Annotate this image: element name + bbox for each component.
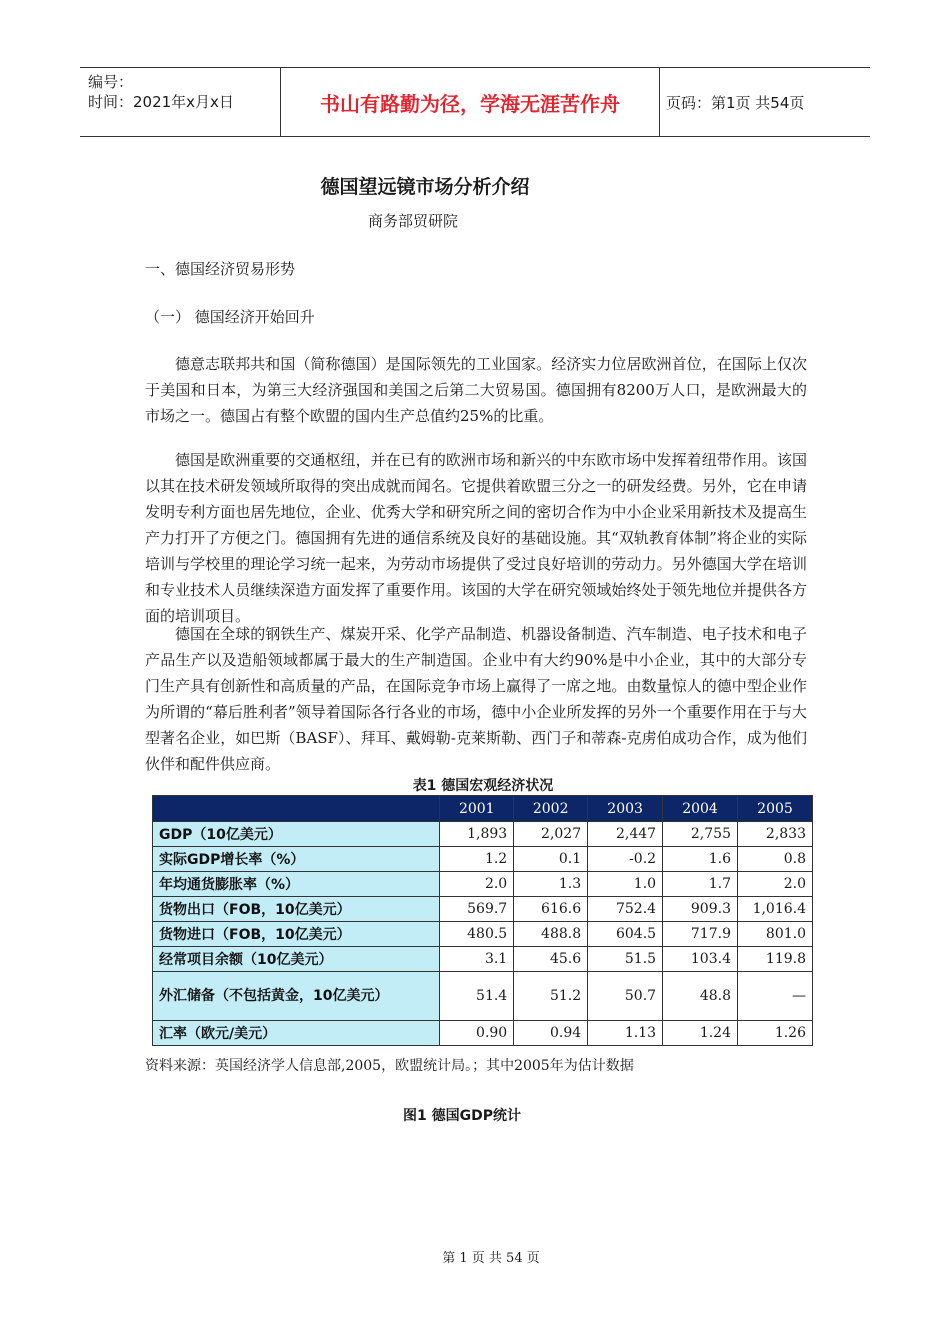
table-cell: 119.8: [737, 947, 812, 972]
table-cell: 0.90: [440, 1021, 514, 1046]
table-header-year: 2003: [588, 796, 663, 822]
page-footer: 第 1 页 共 54 页: [442, 1251, 540, 1266]
header-page-info: 页码：第1页 共54页: [666, 93, 805, 112]
table-cell: 1,016.4: [737, 897, 812, 922]
row-label: 汇率（欧元/美元）: [153, 1021, 440, 1046]
table-cell: 2.0: [440, 872, 514, 897]
table-cell: 0.8: [737, 847, 812, 872]
table-cell: 2,447: [588, 822, 663, 847]
table-source-note: 资料来源：英国经济学人信息部,2005，欧盟统计局。；其中2005年为估计数据: [145, 1058, 634, 1074]
table-cell: 1.26: [737, 1021, 812, 1046]
table-cell: 909.3: [663, 897, 738, 922]
table-cell: 2,833: [737, 822, 812, 847]
row-label: GDP（10亿美元）: [153, 822, 440, 847]
row-label: 货物进口（FOB，10亿美元）: [153, 922, 440, 947]
table-cell: 2,027: [514, 822, 588, 847]
paragraph-industry: 德国在全球的钢铁生产、煤炭开采、化学产品制造、机器设备制造、汽车制造、电子技术和电子产品生产以及造船领域都属于最大的生产制造国。企业中有大约90%是中小企业，其中的大部分专门生产具有创新性和高质量的产品，在国际竞争市场上赢得了一席之地。由数量惊人的德中型企业作为所谓的“幕后胜利者”领导着国际各行各业的市场，德中小企业所发挥的另外一个重要作用在于与大型著名企业，如巴斯（BASF）、拜耳、戴姆勒-克莱斯勒、西门子和蒂森-克虏伯成功合作，成为他们伙伴和配件供应商。: [145, 625, 807, 773]
table-row: [153, 972, 813, 1021]
table-cell: 2,755: [663, 822, 738, 847]
table-cell: 488.8: [514, 922, 588, 947]
table-header-year: 2001: [440, 796, 514, 822]
table-cell: 569.7: [440, 897, 514, 922]
table-cell: 752.4: [588, 897, 663, 922]
table-cell: 801.0: [737, 922, 812, 947]
table-row: [153, 872, 813, 897]
table-cell: 3.1: [440, 947, 514, 972]
table-cell: 51.4: [440, 972, 514, 1021]
table-cell: 48.8: [663, 972, 738, 1021]
figure-caption: 图1 德国GDP统计: [403, 1108, 521, 1124]
row-label: 经常项目余额（10亿美元）: [153, 947, 440, 972]
table-header-corner: [153, 796, 440, 822]
table-row: [153, 922, 813, 947]
table-cell: 45.6: [514, 947, 588, 972]
table-caption: 表1 德国宏观经济状况: [412, 778, 554, 794]
subsection-heading: （一） 德国经济开始回升: [145, 308, 315, 326]
table-cell: 0.94: [514, 1021, 588, 1046]
table-cell: 50.7: [588, 972, 663, 1021]
table-header-year: 2002: [514, 796, 588, 822]
table-cell: 1.3: [514, 872, 588, 897]
row-label: 货物出口（FOB，10亿美元）: [153, 897, 440, 922]
macro-economic-table: [152, 795, 813, 1046]
table-cell: 51.5: [588, 947, 663, 972]
document-author: 商务部贸研院: [368, 212, 459, 230]
table-header-year: 2005: [737, 796, 812, 822]
table-cell: 1,893: [440, 822, 514, 847]
table-cell: 1.7: [663, 872, 738, 897]
row-label: 实际GDP增长率（%）: [153, 847, 440, 872]
table-cell: 616.6: [514, 897, 588, 922]
header-meta: [80, 68, 280, 136]
table-cell: -0.2: [588, 847, 663, 872]
table-row: [153, 822, 813, 847]
header-time-label: 时间：2021年x月x日: [88, 93, 234, 111]
paragraph-intro: 德意志联邦共和国（简称德国）是国际领先的工业国家。经济实力位居欧洲首位，在国际上仅次于美国和日本，为第三大经济强国和美国之后第二大贸易国。德国拥有8200万人口，是欧洲最大的市场之一。德国占有整个欧盟的国内生产总值约25%的比重。: [145, 355, 807, 425]
table-header-year: 2004: [663, 796, 738, 822]
table-cell: 2.0: [737, 872, 812, 897]
table-cell: —: [737, 972, 812, 1021]
table-cell: 717.9: [663, 922, 738, 947]
page-header: [80, 67, 870, 137]
table-row: [153, 897, 813, 922]
header-motto: 书山有路勤为径，学海无涯苦作舟: [280, 68, 660, 136]
table-cell: 604.5: [588, 922, 663, 947]
document-title: 德国望远镜市场分析介绍: [320, 176, 530, 198]
table-row: [153, 847, 813, 872]
table-cell: 1.6: [663, 847, 738, 872]
table-cell: 1.13: [588, 1021, 663, 1046]
row-label: 外汇储备（不包括黄金，10亿美元）: [153, 972, 440, 1021]
table-cell: 0.1: [514, 847, 588, 872]
table-cell: 51.2: [514, 972, 588, 1021]
table-cell: 1.24: [663, 1021, 738, 1046]
table-cell: 103.4: [663, 947, 738, 972]
table-row: [153, 947, 813, 972]
table-cell: 1.2: [440, 847, 514, 872]
table-cell: 1.0: [588, 872, 663, 897]
table-header-row: [153, 796, 813, 822]
paragraph-transport-hub: 德国是欧洲重要的交通枢纽，并在已有的欧洲市场和新兴的中东欧市场中发挥着纽带作用。该国以其在技术研发领域所取得的突出成就而闻名。它提供着欧盟三分之一的研发经费。另外，它在申请发明专利方面也居先地位，企业、优秀大学和研究所之间的密切合作为中小企业采用新技术及提高生产力打开了方便之门。德国拥有先进的通信系统及良好的基础设施。其“双轨教育体制”将企业的实际培训与学校里的理论学习统一起来，为劳动市场提供了受过良好培训的劳动力。另外德国大学在培训和专业技术人员继续深造方面发挥了重要作用。该国的大学在研究领域始终处于领先地位并提供各方面的培训项目。: [145, 451, 807, 625]
row-label: 年均通货膨胀率（%）: [153, 872, 440, 897]
section-heading: 一、德国经济贸易形势: [145, 260, 296, 278]
table-row: [153, 1021, 813, 1046]
table-cell: 480.5: [440, 922, 514, 947]
header-number-label: 编号：: [88, 73, 134, 91]
